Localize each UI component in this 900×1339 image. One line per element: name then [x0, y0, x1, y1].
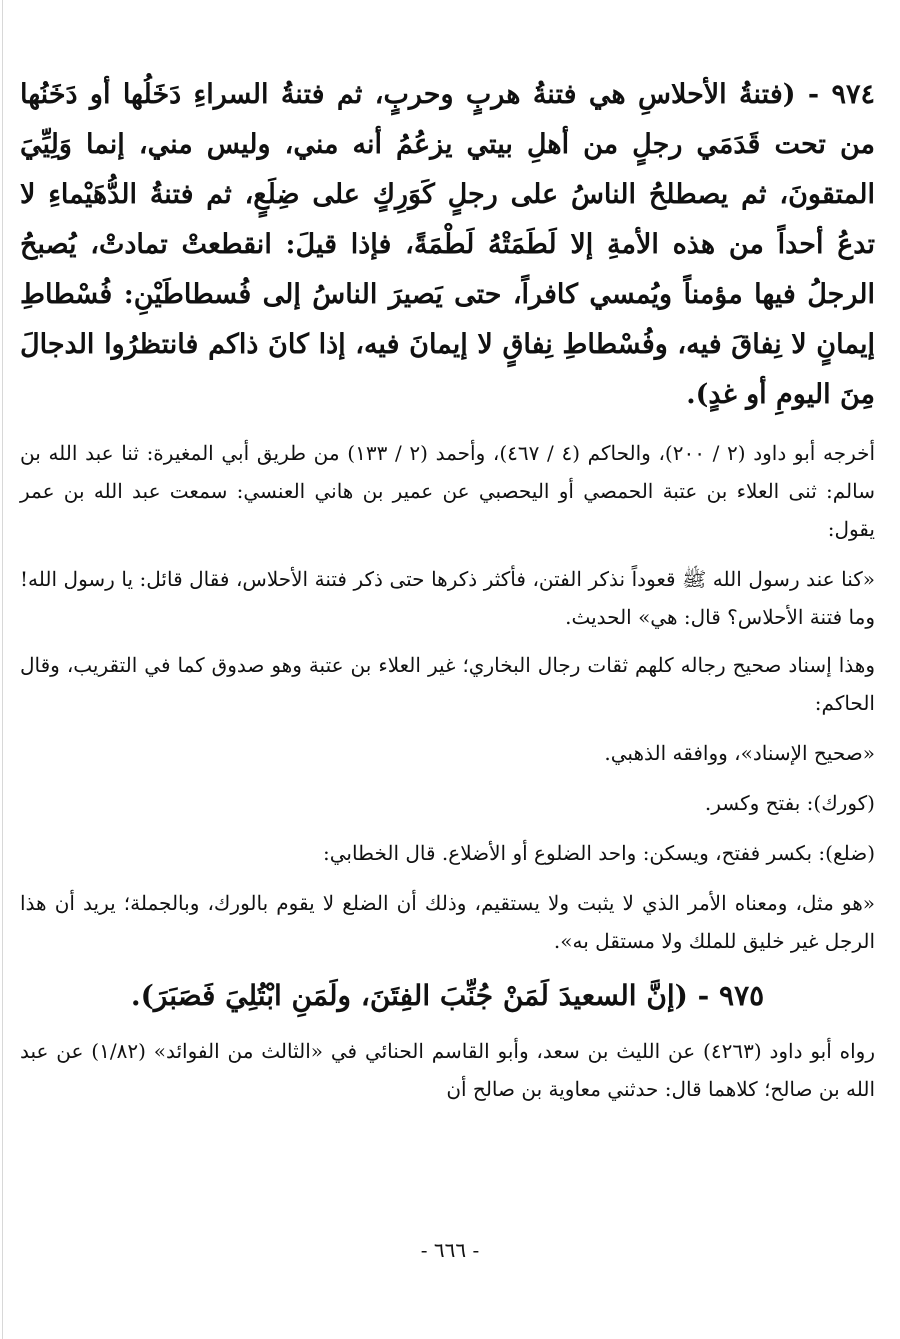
hadith-number: ٩٧٤: [831, 79, 875, 110]
hakim-grading-line: «صحيح الإسناد»، ووافقه الذهبي.: [604, 741, 875, 765]
hadith-text: - (فتنةُ الأحلاسِ هي فتنةُ هربٍ وحربٍ، ثم فتنةُ السراءِ دَخَلُها أو دَخَنُها من تحت قَدَمَي رجلٍ من أهلِ بيتي يزعُمُ أنه مني، وليس مني، إنما وَلِيِّيَ المتقونَ، ثم يصطلحُ الناسُ على رجلٍ كَوَرِكٍ على ضِلَعٍ، ثم فتنةُ الدُّهَيْماءِ لا تدعُ أحداً من هذه الأمةِ إلا لَطَمَتْهُ لَطْمَةً، فإذا قيلَ: انقطعتْ تمادتْ، يُصبحُ الرجلُ فيها مؤمناً ويُمسي كافراً، حتى يَصيرَ الناسُ إلى فُسطاطَيْنِ: فُسْطاطِ إيمانٍ لا نِفاقَ فيه، وفُسْطاطِ نِفاقٍ لا إيمانَ فيه، إذا كانَ ذاكم فانتظرُوا الدجالَ مِنَ اليومِ أو غدٍ).: [20, 79, 875, 410]
hadith-number: ٩٧٥: [719, 979, 765, 1012]
page-number: - ٦٦٦ -: [420, 1238, 480, 1262]
word-gloss-dila: (ضلع): بكسر ففتح، ويسكن: واحد الضلوع أو الأضلاع. قال الخطابي:: [322, 841, 875, 865]
takhrij-paragraph-975: رواه أبو داود (٤٢٦٣) عن الليث بن سعد، وأبو القاسم الحنائي في «الثالث من الفوائد» (١/٨٢) عن عبد الله بن صالح؛ كلاهما قال: حدثني معاوية بن صالح أن: [20, 1039, 875, 1101]
book-page: [20, 70, 875, 1120]
isnad-grading-paragraph: وهذا إسناد صحيح رجاله كلهم ثقات رجال البخاري؛ غير العلاء بن عتبة وهو صدوق كما في التقريب، وقال الحاكم:: [20, 653, 875, 715]
khattabi-quote: «هو مثل، ومعناه الأمر الذي لا يثبت ولا يستقيم، وذلك أن الضلع لا يقوم بالورك، وبالجملة؛ يريد أن هذا الرجل غير خليق للملك ولا مستقل به».: [20, 891, 875, 953]
narration-quote: «كنا عند رسول الله ﷺ قعوداً نذكر الفتن، فأكثر ذكرها حتى ذكر فتنة الأحلاس، فقال قائل: يا رسول الله! وما فتنة الأحلاس؟ قال: هي» الحديث.: [20, 567, 875, 629]
page-edge-line: [2, 0, 3, 1339]
word-gloss-kawrak: (كورك): بفتح وكسر.: [704, 791, 875, 815]
hadith-975: [20, 970, 875, 1022]
takhrij-paragraph: أخرجه أبو داود (٢ / ٢٠٠)، والحاكم (٤ / ٤٦٧)، وأحمد (٢ / ١٣٣) من طريق أبي المغيرة: ثنا عبد الله بن سالم: ثنى العلاء بن عتبة الحمصي أو اليحصبي عن عمير بن هاني العنسي: سمعت عبد الله بن عمر يقول:: [20, 441, 876, 541]
hadith-text: - (إنَّ السعيدَ لَمَنْ جُنِّبَ الفِتَنَ، ولَمَنِ ابْتُلِيَ فَصَبَرَ).: [130, 979, 710, 1012]
hadith-974: [20, 70, 875, 420]
